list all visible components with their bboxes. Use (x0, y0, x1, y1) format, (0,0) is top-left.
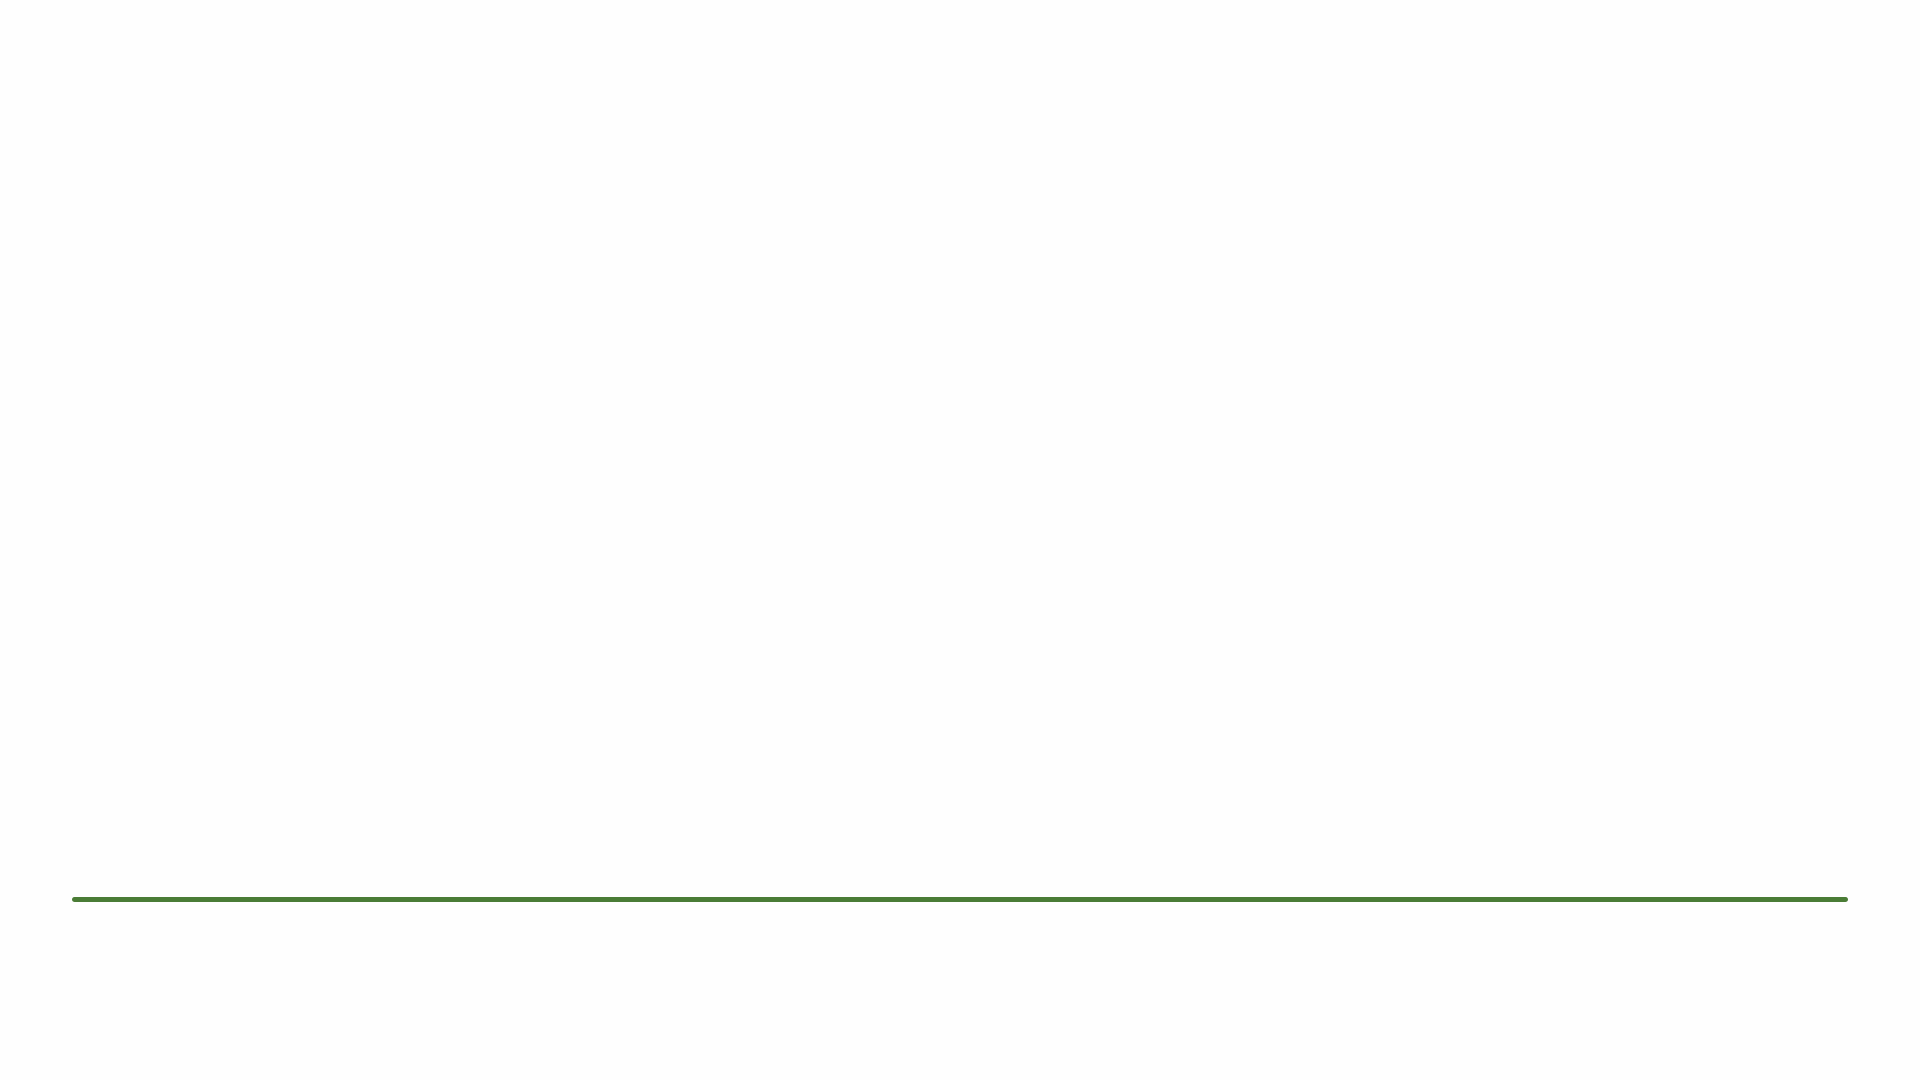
horizontal-divider (72, 897, 1848, 902)
